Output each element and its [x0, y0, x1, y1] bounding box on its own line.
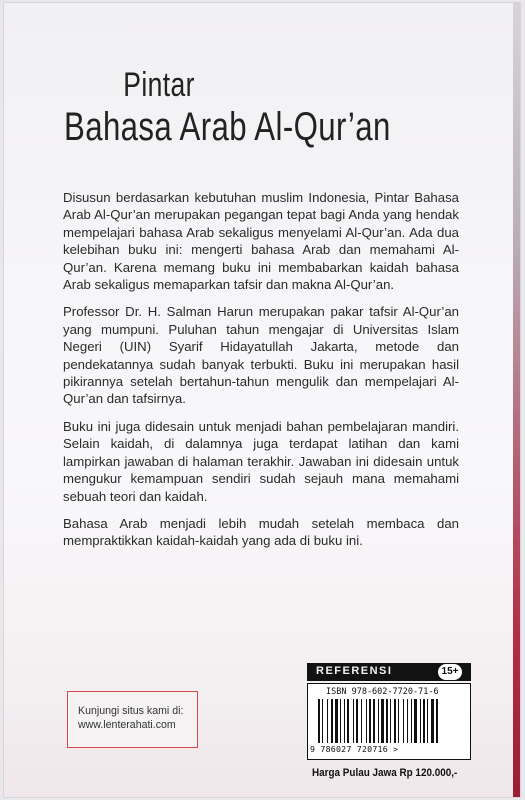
blurb: [63, 189, 459, 560]
book-back-cover: [4, 3, 520, 797]
website-label: Kunjungi situs kami di:: [78, 705, 184, 717]
website-box: [67, 691, 198, 748]
title-line-2: Bahasa Arab Al-Qur’an: [64, 105, 391, 149]
website-url: www.lenterahati.com: [78, 719, 176, 731]
barcode-number: 9 786027 720716 >: [310, 744, 399, 754]
category-bar: [307, 663, 471, 681]
price-label: Harga Pulau Jawa Rp 120.000,-: [312, 767, 458, 779]
category-label: REFERENSI: [316, 665, 393, 677]
blurb-paragraph-4: Bahasa Arab menjadi lebih mudah setelah membaca dan mempraktikkan kaidah-kaidah yang ada di buku ini.: [63, 515, 459, 549]
age-rating-badge: 15+: [438, 664, 462, 680]
barcode-box: [307, 683, 471, 760]
isbn-text: ISBN 978-602-7720-71-6: [326, 687, 439, 697]
book-title: [64, 65, 391, 149]
barcode-panel: [307, 663, 471, 759]
barcode-icon: [318, 699, 462, 743]
blurb-paragraph-2: Professor Dr. H. Salman Harun merupakan pakar tafsir Al-Qur’an yang mumpuni. Puluhan tahun mengajar di Universitas Islam Negeri (UIN) Syarif Hidayatullah Jakarta, metode dan pendekatannya sudah banyak terbukti. Buku ini merupakan hasil pikirannya setelah bertahun-tahun mengulik dan mempelajari Al-Qur’an dan tafsirnya.: [63, 304, 459, 407]
blurb-paragraph-1: Disusun berdasarkan kebutuhan muslim Indonesia, Pintar Bahasa Arab Al-Qur’an merupakan pegangan tepat bagi Anda yang hendak mempelajari bahasa Arab sekaligus menyelami Al-Qur’an. Ada dua kelebihan buku ini: mengerti bahasa Arab dan memahami Al-Qur’an. Karena memang buku ini membabarkan kaidah bahasa Arab sekaligus memaparkan tafsir dan makna Al-Qur’an.: [63, 190, 459, 293]
blurb-paragraph-3: Buku ini juga didesain untuk menjadi bahan pembelajaran mandiri. Selain kaidah, di dalamnya juga terdapat latihan dan kami lampirkan jawaban di halaman terakhir. Jawaban ini didesain untuk mengukur kemampuan sendiri sudah sejauh mana memahami sebuah teori dan kaidah.: [63, 418, 459, 504]
cover-edge-strip: [513, 3, 520, 797]
title-line-1: Pintar: [123, 66, 195, 104]
